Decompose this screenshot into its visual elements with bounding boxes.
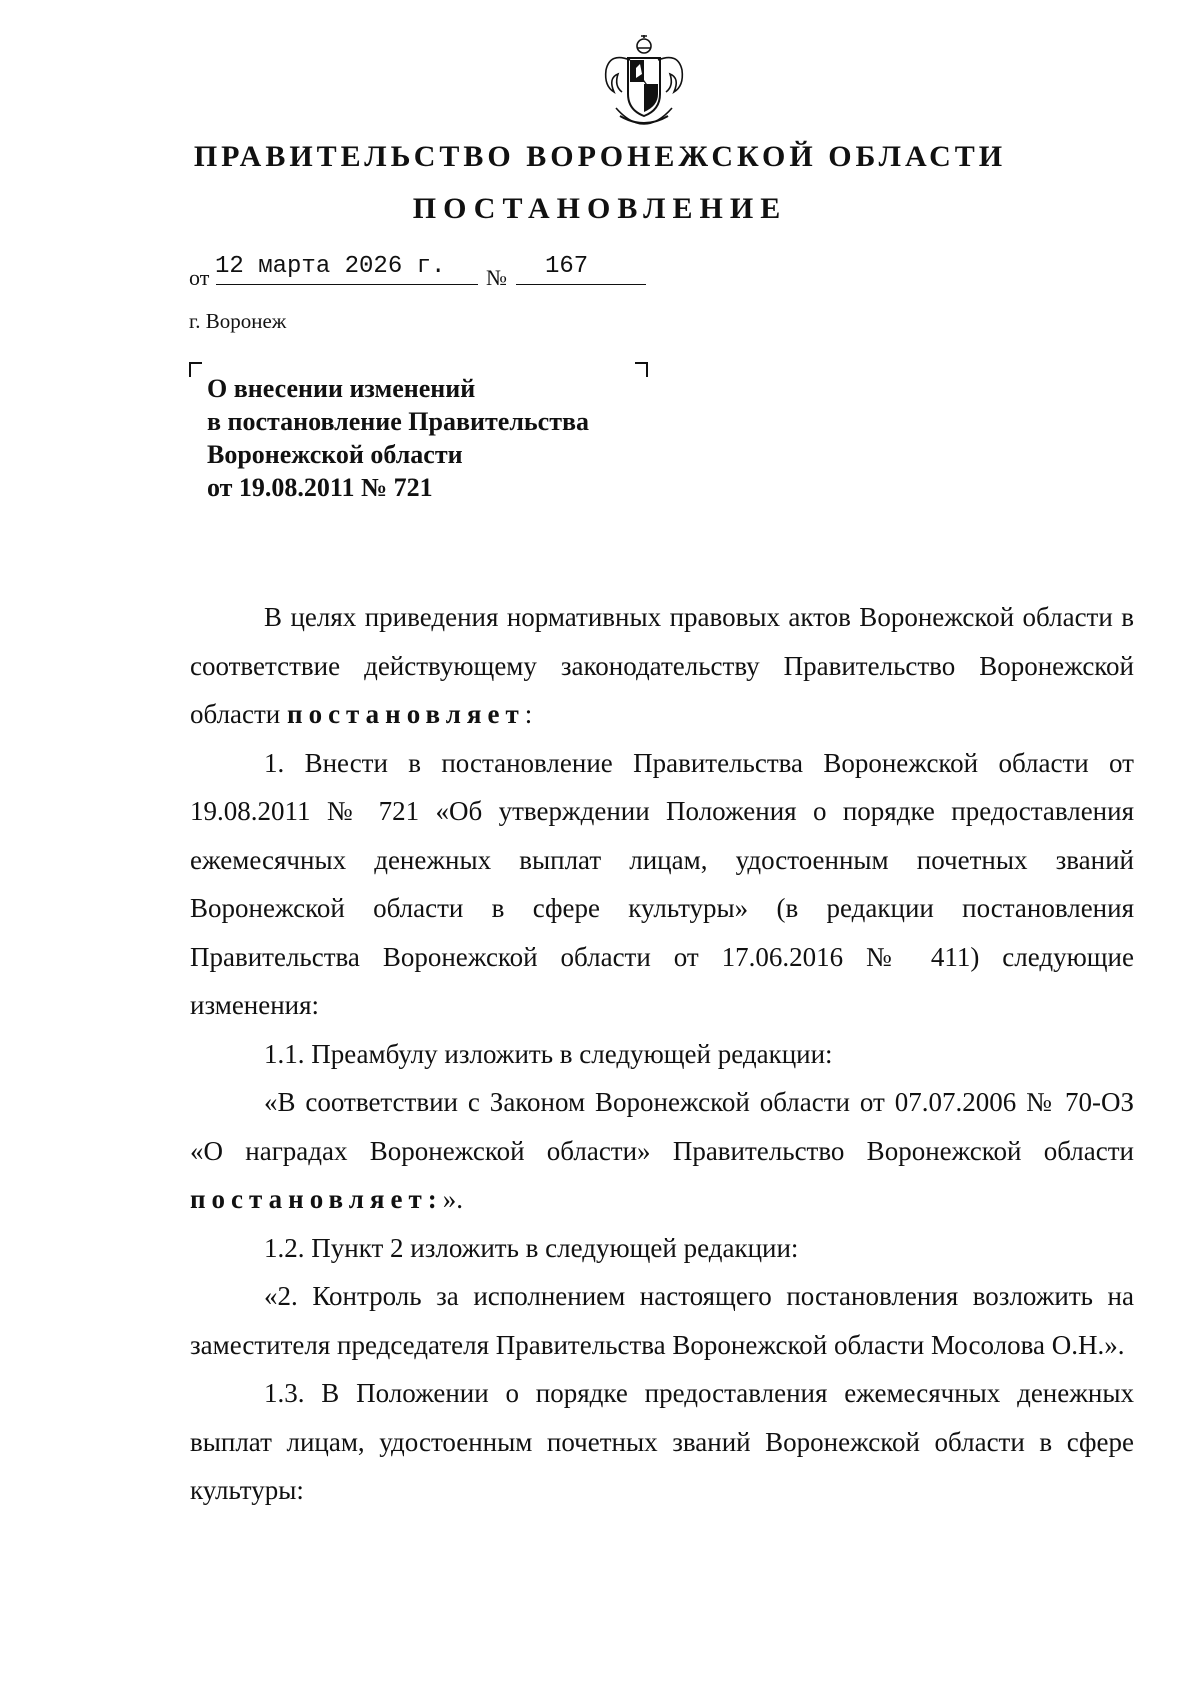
document-type: ПОСТАНОВЛЕНИЕ: [412, 192, 788, 225]
subject-bracket-right: [635, 362, 648, 377]
clause-1-1-quote: [190, 1078, 1134, 1224]
subject-line: от 19.08.2011 № 721: [207, 473, 433, 502]
number-underline: [516, 284, 646, 285]
date-from-label: от: [189, 265, 210, 290]
preamble-text: В целях приведения нормативных правовых актов Воронежской области в соответствие действующему законодательству Правительство Воронежской области: [190, 602, 1134, 729]
document-date: 12 марта 2026 г.: [215, 253, 446, 280]
document-body: [190, 593, 1134, 1515]
city-name: г. Воронеж: [189, 309, 287, 333]
preamble-paragraph: [190, 593, 1134, 739]
clause-1-3: 1.3. В Положении о порядке предоставления ежемесячных денежных выплат лицам, удостоенным почетных званий Воронежской области в сфере культуры:: [190, 1378, 1134, 1505]
clause-1-2-quote: «2. Контроль за исполнением настоящего постановления возложить на заместителя председателя Правительства Воронежской области Мосолова О.Н.».: [190, 1281, 1134, 1360]
subject-bracket-left: [189, 362, 202, 377]
government-title: ПРАВИТЕЛЬСТВО ВОРОНЕЖСКОЙ ОБЛАСТИ: [193, 140, 1007, 173]
document-subject: [207, 372, 589, 504]
number-label: №: [486, 265, 507, 290]
subject-line: в постановление Правительства: [207, 407, 590, 436]
date-underline: [216, 284, 478, 285]
preamble-tail: :: [524, 699, 533, 729]
subject-line: Воронежской области: [207, 440, 463, 469]
clause-1-1: 1.1. Преамбулу изложить в следующей редакции:: [264, 1038, 833, 1069]
clause-1-2: 1.2. Пункт 2 изложить в следующей редакции:: [264, 1232, 799, 1263]
quote-tail: ».: [442, 1184, 463, 1214]
clause-1: 1. Внести в постановление Правительства Воронежской области от 19.08.2011 № 721 «Об утверждении Положения о порядке предоставления ежемесячных денежных выплат лицам, удостоенным почетных званий Воронежской области в сфере культуры» (в редакции постановления Правительства Воронежской области от 17.06.2016 № 411) следующие изменения:: [190, 747, 1134, 1020]
subject-line: О внесении изменений: [207, 374, 476, 403]
quote-text: «В соответствии с Законом Воронежской области от 07.07.2006 № 70-ОЗ «О наградах Воронежской области» Правительство Воронежской области: [190, 1087, 1134, 1166]
resolves-word: постановляет: [287, 699, 525, 729]
document-number: 167: [545, 253, 589, 280]
quote-resolves-word: постановляет:: [190, 1184, 443, 1214]
date-number-line: [0, 0, 1200, 300]
